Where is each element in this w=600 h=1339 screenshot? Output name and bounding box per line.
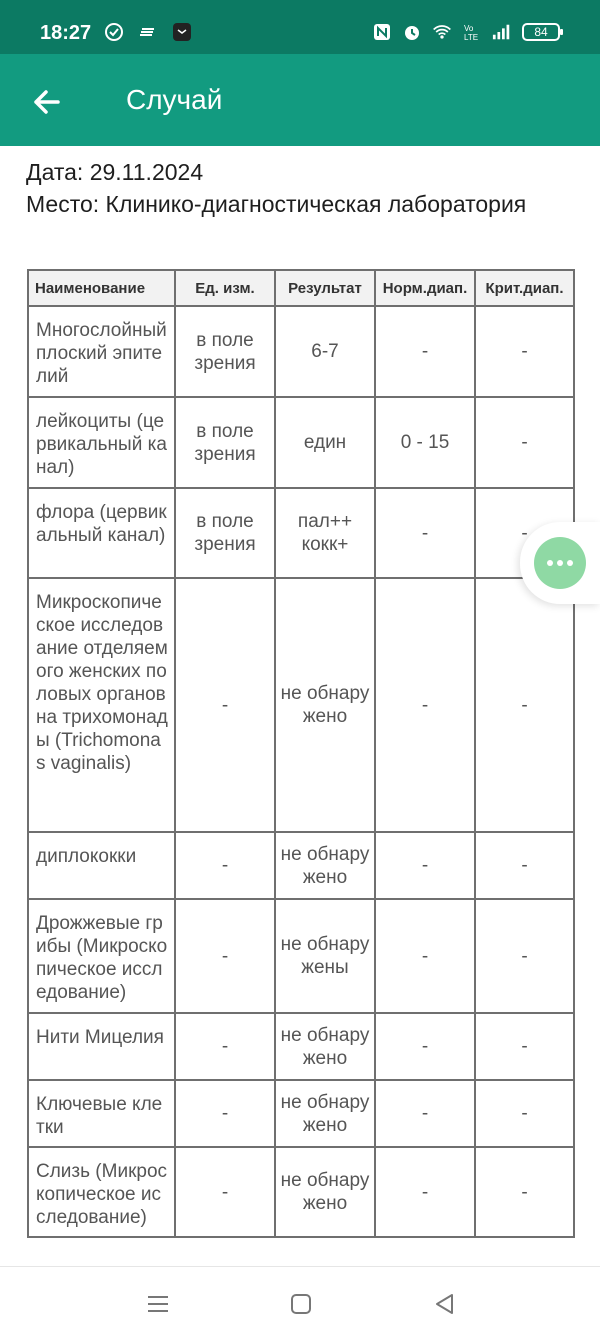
cell-unit: - [175,578,275,832]
case-details [26,156,566,220]
back-arrow-icon[interactable] [28,82,68,122]
table-row [28,1147,574,1237]
cell-norm: - [375,1080,475,1147]
app-bar [0,54,600,146]
more-button[interactable] [534,537,586,589]
notes-icon [138,22,158,42]
check-circle-icon [104,22,124,42]
battery-icon: 84 [522,23,560,41]
svg-text:LTE: LTE [464,33,479,42]
cell-crit: - [475,1080,574,1147]
wifi-icon [432,22,452,42]
cell-result: не обнаружено [275,1080,375,1147]
table-row [28,306,574,397]
cell-unit: - [175,899,275,1013]
table-row [28,578,574,832]
results-table [27,269,575,1238]
table-row [28,1080,574,1147]
cell-norm: - [375,832,475,899]
cell-crit: - [475,1013,574,1080]
cell-name: диплококки [28,832,175,899]
menu-icon[interactable] [145,1291,171,1317]
cell-crit: - [475,1147,574,1237]
cell-norm: - [375,899,475,1013]
cell-result: пал++кокк+ [275,488,375,578]
signal-icon [492,22,512,42]
app-icon [172,22,192,42]
cell-name: Дрожжевые грибы (Микроскопическое исследование) [28,899,175,1013]
cell-unit: - [175,832,275,899]
cell-result: 6-7 [275,306,375,397]
cell-norm: - [375,578,475,832]
cell-name: Слизь (Микроскопическое исследование) [28,1147,175,1237]
cell-unit: в поле зрения [175,488,275,578]
table-row [28,397,574,488]
header-name: Наименование [28,270,175,306]
alarm-icon [402,22,422,42]
cell-name: Нити Мицелия [28,1013,175,1080]
back-triangle-icon[interactable] [432,1291,458,1317]
cell-name: Многослойный плоский эпителий [28,306,175,397]
cell-crit: - [475,899,574,1013]
table-row [28,899,574,1013]
case-date: Дата: 29.11.2024 [26,159,204,185]
cell-result: не обнаружено [275,1013,375,1080]
table-row [28,1013,574,1080]
cell-crit: - [475,397,574,488]
case-place: Место: Клинико-диагностическая лаборатория [26,191,527,217]
table-header-row [28,270,574,306]
cell-norm: - [375,488,475,578]
volte-icon [462,22,482,42]
cell-unit: - [175,1080,275,1147]
header-result: Результат [275,270,375,306]
system-nav-bar [0,1266,600,1339]
cell-name: Ключевые клетки [28,1080,175,1147]
cell-crit: - [475,578,574,832]
cell-norm: - [375,306,475,397]
table-row [28,832,574,899]
cell-unit: - [175,1147,275,1237]
header-norm: Норм.диап. [375,270,475,306]
cell-unit: в поле зрения [175,306,275,397]
header-unit: Ед. изм. [175,270,275,306]
cell-norm: 0 - 15 [375,397,475,488]
cell-result: не обнаружено [275,1147,375,1237]
cell-name: Микроскопическое исследование отделяемого женских половых органов на трихомонады (Trichomonas vaginalis) [28,578,175,832]
status-time: 18:27 [40,22,92,44]
home-icon[interactable] [288,1291,314,1317]
cell-name: лейкоциты (цервикальный канал) [28,397,175,488]
header-crit: Крит.диап. [475,270,574,306]
cell-norm: - [375,1147,475,1237]
status-bar [0,0,600,54]
svg-text:Vo: Vo [464,24,474,33]
page-title: Случай [126,84,223,115]
more-icon [545,560,575,566]
cell-crit: - [475,488,574,578]
table-row [28,488,574,578]
nfc-icon [372,22,392,42]
cell-result: не обнаружены [275,899,375,1013]
cell-crit: - [475,832,574,899]
cell-result: не обнаружено [275,578,375,832]
cell-result: не обнаружено [275,832,375,899]
cell-name: флора (цервикальный канал) [28,488,175,578]
cell-unit: - [175,1013,275,1080]
cell-unit: в поле зрения [175,397,275,488]
cell-norm: - [375,1013,475,1080]
cell-result: един [275,397,375,488]
cell-crit: - [475,306,574,397]
